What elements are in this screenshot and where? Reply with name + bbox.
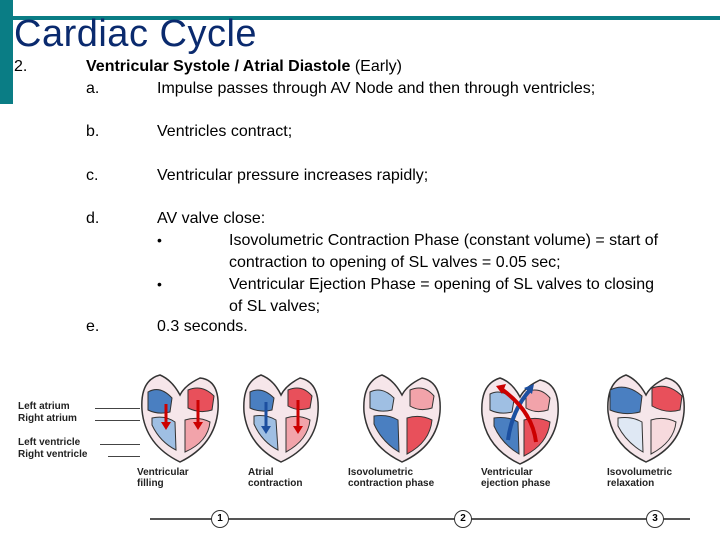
item-label: e. (86, 318, 100, 335)
stage-number-circle: 3 (646, 510, 664, 528)
caption-line: Ventricular (481, 467, 533, 478)
slide-title: Cardiac Cycle (14, 13, 258, 55)
item-label: a. (86, 80, 100, 97)
caption-line: Isovolumetric (607, 467, 673, 478)
caption-line: Ventricular (137, 467, 189, 478)
heart-diagram-atrial-contraction (236, 370, 326, 465)
bullet-glyph: • (157, 232, 162, 248)
heart-diagram-ventricular-ejection (470, 370, 570, 465)
caption-line: Isovolumetric (348, 467, 414, 478)
item-text: 0.3 seconds. (157, 318, 248, 335)
legend-left-ventricle: Left ventricle (18, 437, 81, 448)
caption-line: ejection phase (481, 478, 551, 489)
caption-ventricular-ejection (481, 467, 550, 489)
item-label: d. (86, 210, 100, 227)
caption-line: contraction phase (348, 478, 435, 489)
caption-line: filling (137, 478, 164, 489)
caption-line: relaxation (607, 478, 655, 489)
caption-line: contraction (248, 478, 303, 489)
stage-number-circle: 2 (454, 510, 472, 528)
bullet-text-line1: Isovolumetric Contraction Phase (constant volume) = start of (229, 232, 659, 249)
section-number: 2. (14, 58, 28, 75)
section-heading (86, 58, 402, 76)
caption-line: Atrial (248, 467, 274, 478)
caption-atrial-contraction (248, 467, 302, 489)
stage-number-circle: 1 (211, 510, 229, 528)
legend-left-atrium: Left atrium (18, 401, 70, 412)
accent-side-bar (0, 0, 13, 104)
section-heading-bold: Ventricular Systole / Atrial Diastole (86, 58, 351, 75)
caption-ventricular-filling (137, 467, 189, 489)
item-text: Impulse passes through AV Node and then through ventricles; (157, 80, 596, 97)
caption-isovolumetric-relaxation (607, 467, 672, 489)
heart-diagram-isovolumetric-contraction (352, 370, 452, 465)
legend-right-ventricle: Right ventricle (18, 449, 88, 460)
bullet-text-line2: contraction to opening of SL valves = 0.05 sec; (229, 254, 561, 271)
bullet-text-line1: Ventricular Ejection Phase = opening of SL valves to closing (229, 276, 654, 293)
heart-diagram-isovolumetric-relaxation (596, 370, 696, 465)
heart-diagram-ventricular-filling (130, 370, 230, 465)
item-text: Ventricular pressure increases rapidly; (157, 167, 429, 184)
legend-right-atrium: Right atrium (18, 413, 77, 424)
bullet-glyph: • (157, 276, 162, 292)
item-text: Ventricles contract; (157, 123, 293, 140)
item-label: c. (86, 167, 99, 184)
item-label: b. (86, 123, 100, 140)
item-text: AV valve close: (157, 210, 266, 227)
section-heading-rest: (Early) (350, 58, 402, 75)
caption-isovolumetric-contraction (348, 467, 434, 489)
bullet-text-line2: of SL valves; (229, 298, 321, 315)
timeline-line (150, 518, 690, 520)
